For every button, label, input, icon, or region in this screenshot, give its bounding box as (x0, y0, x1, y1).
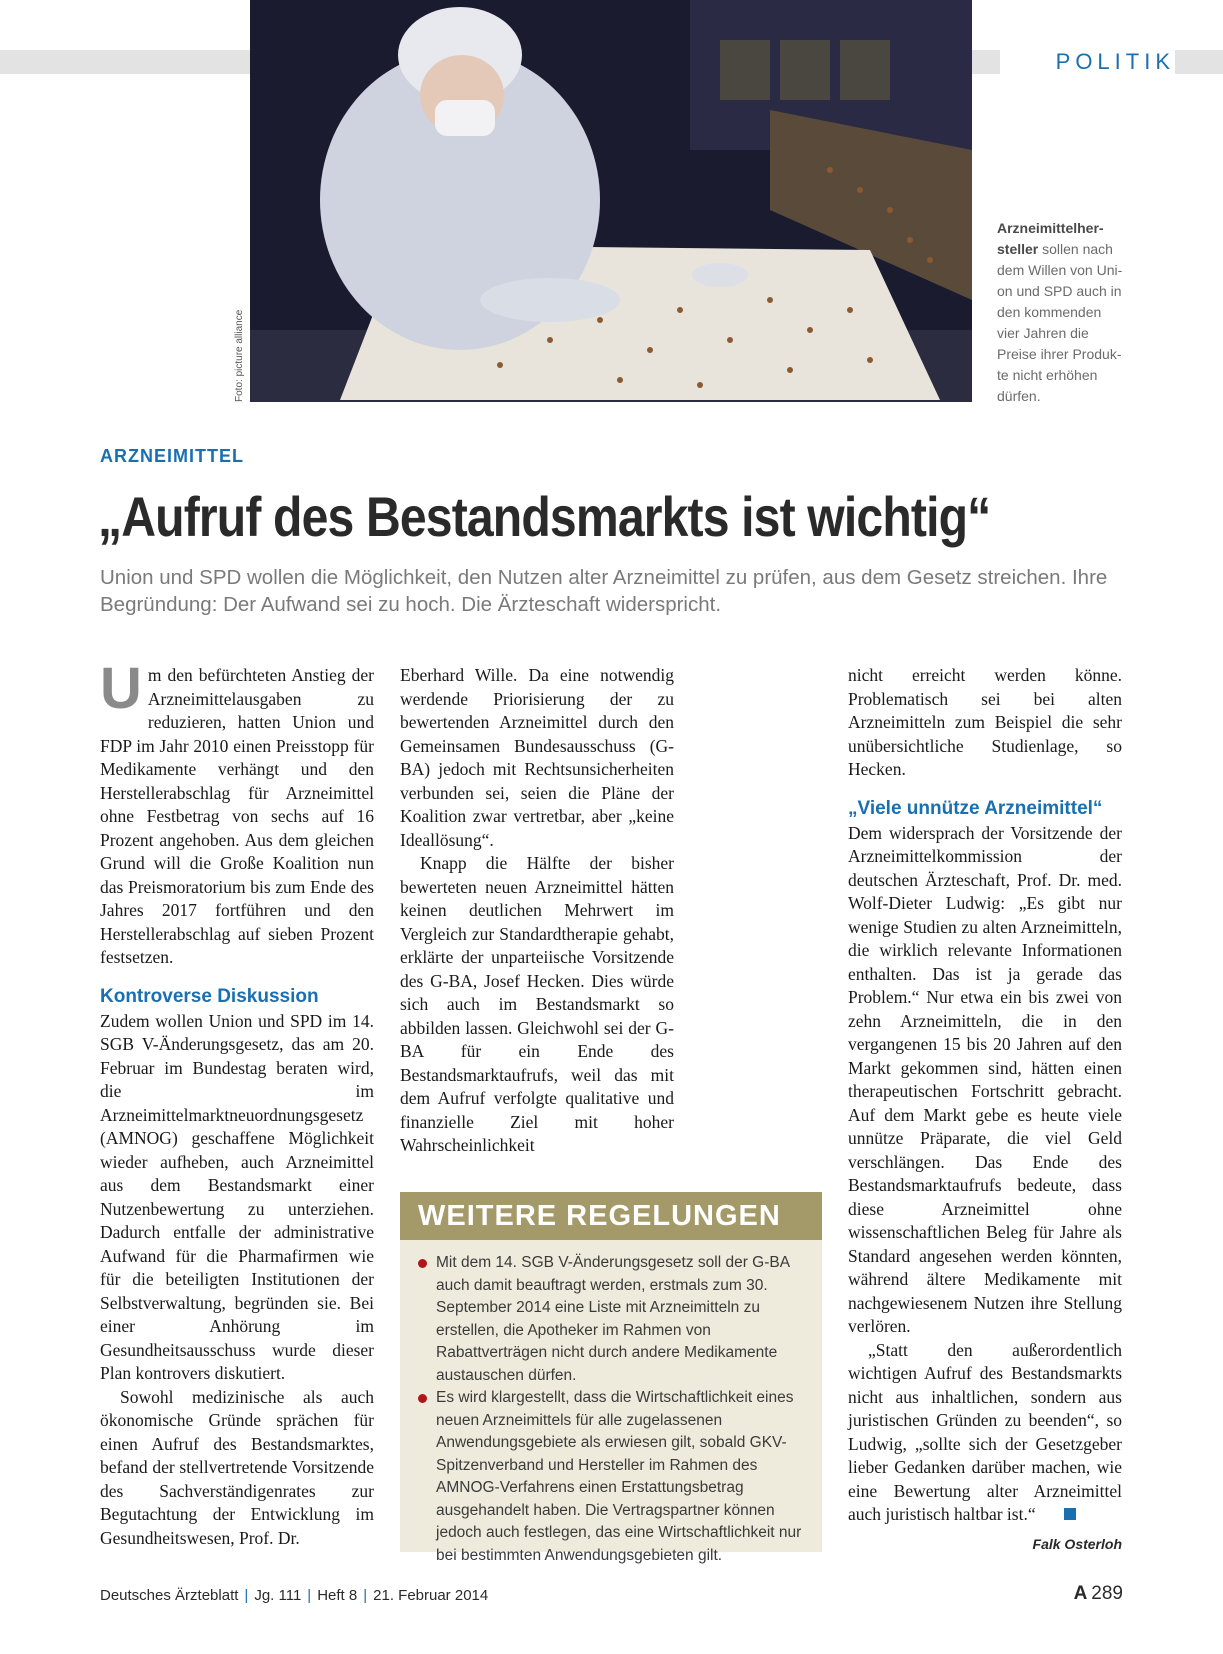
paragraph: nicht erreicht werden könne. Problematisch sei bei alten Arzneimitteln zum Beispiel die sehr unübersichtliche Studienlage, so Hecken. (848, 665, 1122, 779)
section-label: POLITIK (1000, 46, 1175, 78)
subheading-unnuetze: „Viele unnütze Arzneimittel“ (848, 797, 1103, 819)
list-item: Mit dem 14. SGB V-Änderungsgesetz soll der G-BA auch damit beauftragt werden, erstmals zum 30. September 2014 eine Liste mit Arzneimitteln zu erstellen, die Apotheker im Rahmen von Rabattverträgen nicht durch andere Medikamente austauschen dürfen. (418, 1252, 804, 1387)
paragraph: Zudem wollen Union und SPD im 14. SGB V-Änderungsgesetz, das am 20. Februar im Bundestag beraten wird, die im Arzneimittelmarktneuordnungsgesetz (AMNOG) geschaffene Möglichkeit wieder aufheben, auch Arzneimittel aus dem Bestandsmarkt einer Nutzenbewertung zu unterziehen. Dadurch entfalle der administrative Aufwand für die Pharmafirmen wie für die beteiligten Institutionen der Selbstverwaltung, begründen sie. Bei einer Anhörung im Gesundheitsausschuss wurde dieser Plan kontrovers diskutiert. (100, 1010, 374, 1383)
info-box (400, 1192, 822, 1564)
article-photo (250, 0, 972, 402)
journal-name: Deutsches Ärzteblatt (100, 1587, 239, 1604)
info-box-title: WEITERE REGELUNGEN (400, 1192, 822, 1240)
caption-text: sollen nach dem Willen von Uni-on und SPD auch in den kommenden vier Jahren die Preise ihrer Produk-te nicht erhöhen dürfen. (997, 241, 1123, 404)
info-box-list (400, 1252, 822, 1567)
bullet-icon (418, 1394, 427, 1403)
article-lead: Union und SPD wollen die Möglichkeit, den Nutzen alter Arzneimittel zu prüfen, aus dem Gesetz streichen. Ihre Begründung: Der Aufwand sei zu hoch. Die Ärzteschaft widerspricht. (100, 566, 1108, 616)
footer-separator: | (363, 1587, 368, 1604)
column-1 (100, 656, 374, 1550)
column-2 (400, 664, 674, 1158)
paragraph: Dem widersprach der Vorsitzende der Arzneimittelkommission der deutschen Ärzteschaft, Prof. Dr. med. Wolf-Dieter Ludwig: „Es gibt nur wenige Studien zu alten Arzneimitteln, die wirklich relevante Informationen enthalten. Das ist ja gerade das Problem.“ Nur etwa ein bis zwei von zehn Arzneimitteln, die in den vergangenen 15 bis 20 Jahren auf den Markt gekommen sind, hätten einen therapeutischen Fortschritt gebracht. Auf dem Markt gebe es heute viele unnütze Präparate, die viel Geld verschlängen. Das Ende des Bestandsmarktaufrufs bedeute, dass diese Arzneimittel ohne wissenschaftlichen Beleg für Jahre als Standard angesehen werden könnten, während ältere Medikamente mit nachgewiesenem Nutzen ihre Stellung verlören. (848, 822, 1122, 1336)
footer-separator: | (307, 1587, 312, 1604)
caption-bold: Arzneimittelher-steller (997, 220, 1104, 257)
paragraph: Eberhard Wille. Da eine notwendig werdende Priorisierung der zu bewertenden Arzneimittel durch den Gemeinsamen Bundesausschuss (G-BA) jedoch mit Rechtsunsicherheiten verbunden sei, seien die Pläne der Koalition zwar vertretbar, aber „keine Ideallösung“. (400, 665, 674, 850)
paragraph: Sowohl medizinische als auch ökonomische Gründe sprächen für einen Aufruf des Bestandsmarktes, befand der stellvertretende Vorsitzende des Sachverständigenrates zur Begutachtung der Entwicklung im Gesundheitswesen, Prof. Dr. (100, 1386, 374, 1548)
column-3 (848, 664, 1122, 1527)
photo-caption (997, 218, 1125, 407)
bullet-icon (418, 1259, 427, 1268)
issue: Heft 8 (317, 1587, 358, 1604)
author: Falk Osterloh (1032, 1536, 1122, 1552)
date: 21. Februar 2014 (373, 1587, 489, 1604)
list-item: Es wird klargestellt, dass die Wirtschaftlichkeit eines neuen Arzneimittels für alle zugelassenen Anwendungsgebiete als erwiesen gilt, sobald GKV-Spitzenverband und Hersteller im Rahmen des AMNOG-Verfahrens einen Erstattungsbetrag ausgehandelt haben. Die Vertragspartner können jedoch auch festlegen, das eine Wirtschaftlichkeit nur bei bestimmten Anwendungsgebieten gilt. (418, 1387, 804, 1567)
photo-credit: Foto: picture alliance (234, 309, 245, 402)
subheading-kontroverse: Kontroverse Diskussion (100, 985, 319, 1007)
article-headline: „Aufruf des Bestandsmarkts ist wichtig“ (98, 485, 991, 548)
end-mark-icon (1064, 1508, 1076, 1520)
page-number: A 289 (1073, 1583, 1123, 1604)
volume: Jg. 111 (254, 1587, 302, 1604)
paragraph: m den befürchteten Anstieg der Arzneimittelausgaben zu reduzieren, hatten Union und FDP im Jahr 2010 einen Preisstopp für Medikamente verhängt und den Herstellerabschlag für Arzneimittel ohne Festbetrag von sechs auf 16 Prozent angehoben. Aus dem gleichen Grund will die Große Koalition nun das Preismoratorium bis zum Ende des Jahres 2017 fortführen und den Herstellerabschlag auf sieben Prozent festsetzen. (100, 665, 374, 967)
article-kicker: ARZNEIMITTEL (100, 446, 244, 466)
paragraph: „Statt den außerordentlich wichtigen Aufruf des Bestandsmarkts nicht aus inhaltlichen, sondern aus juristischen Gründen zu beenden“, so Ludwig, „sollte sich der Gesetzgeber lieber Gedanken darüber machen, wie eine Bewertung alter Arzneimittel auch juristisch haltbar ist.“ (848, 1339, 1122, 1524)
dropcap: U (100, 656, 142, 721)
footer-separator: | (244, 1587, 249, 1604)
paragraph: Knapp die Hälfte der bisher bewerteten neuen Arzneimittel hätten keinen deutlichen Mehrwert im Vergleich zur Standardtherapie gehabt, erklärte der unparteiische Vorsitzende des G-BA, Josef Hecken. Dies würde sich auch im Bestandsmarkt so abbilden lassen. Gleichwohl sei der G-BA für ein Ende des Bestandsmarktaufrufs, weil das mit dem Aufruf verfolgte qualitative und finanzielle Ziel mit hoher Wahrscheinlichkeit (400, 853, 674, 1155)
footer (100, 1587, 488, 1604)
